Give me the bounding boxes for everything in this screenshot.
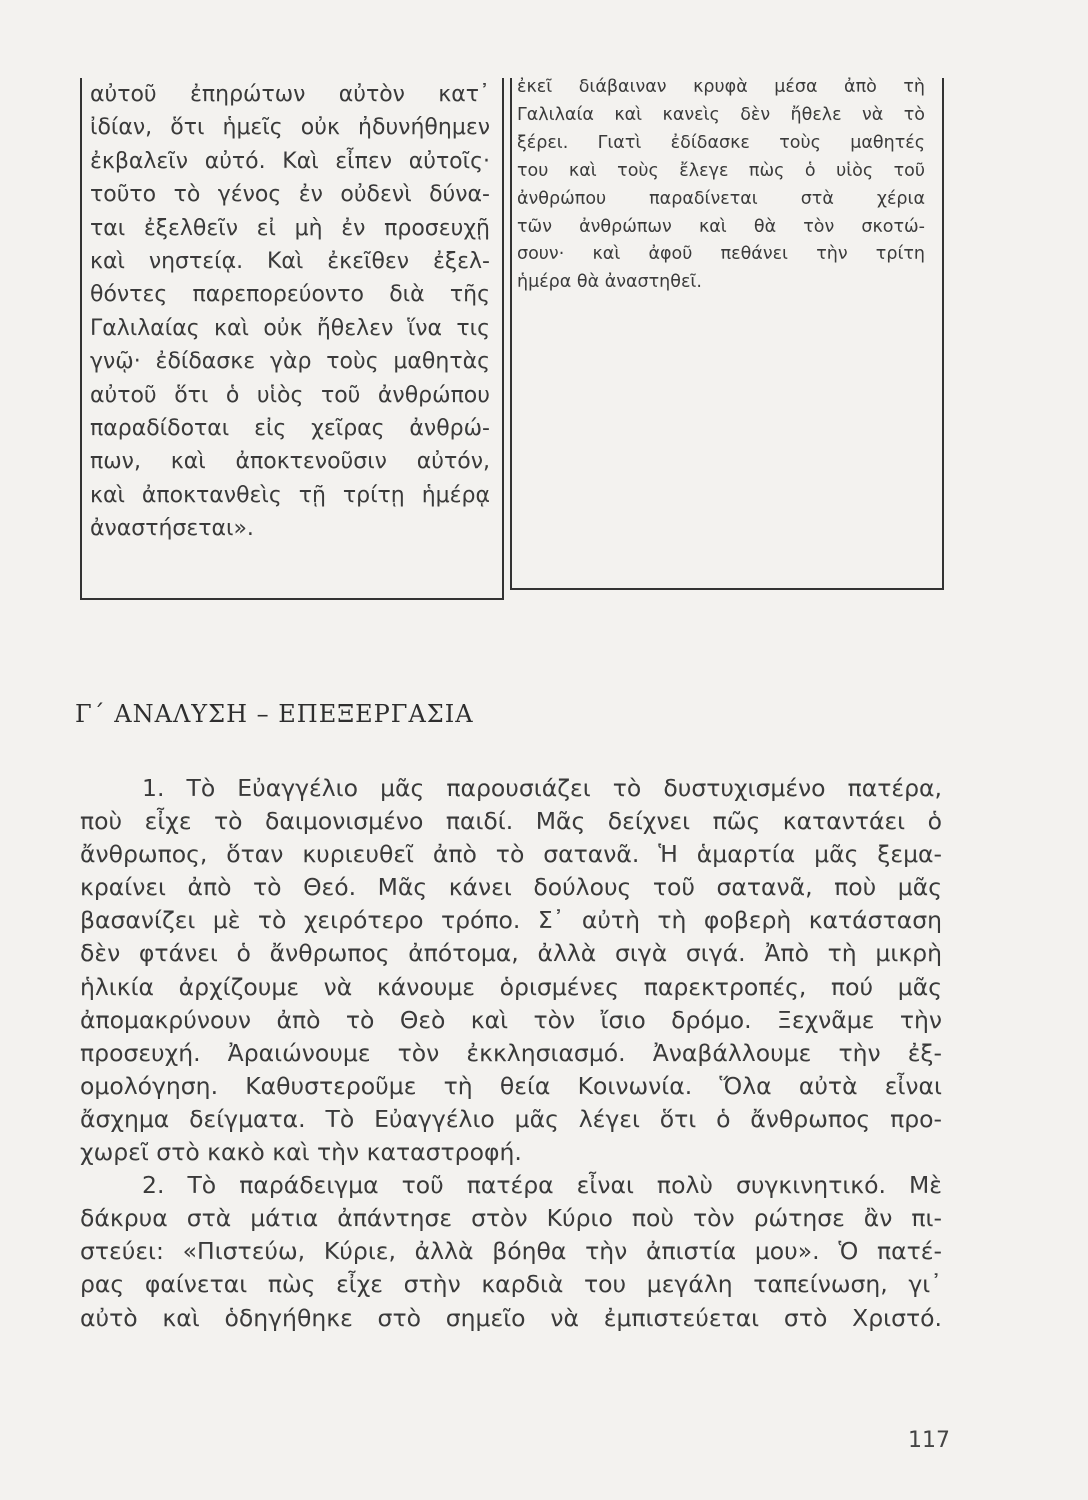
text-line: ται ἐξελθεῖν εἰ μὴ ἐν προσευχῇ bbox=[90, 215, 490, 241]
text-line: τῶν ἀνθρώπων καὶ θὰ τὸν σκοτώ- bbox=[517, 216, 925, 237]
text-line: παραδίδοται εἰς χεῖρας ἀνθρώ- bbox=[90, 416, 490, 442]
text-line: αὐτοῦ ὅτι ὁ υἱὸς τοῦ ἀνθρώπου bbox=[90, 382, 490, 408]
text-line: ἰδίαν, ὅτι ἡμεῖς οὐκ ἠδυνήθημεν bbox=[90, 115, 490, 141]
text-line: ἐκβαλεῖν αὐτό. Καὶ εἶπεν αὐτοῖς· bbox=[90, 148, 490, 174]
text-line: αὐτοῦ ἐπηρώτων αὐτὸν κατ᾽ bbox=[90, 82, 490, 107]
text-line: ομολόγηση. Καθυστεροῦμε τὴ θεία Κοινωνία. Ὅλα αὐτὰ εἶναι bbox=[80, 1071, 942, 1100]
text-line: ἄσχημα δείγματα. Τὸ Εὐαγγέλιο μᾶς λέγει ὅτι ὁ ἄνθρωπος προ- bbox=[80, 1104, 942, 1133]
text-line: αὐτὸ καὶ ὁδηγήθηκε στὸ σημεῖο νὰ ἐμπιστεύεται στὸ Χριστό. bbox=[80, 1303, 942, 1332]
text-line: βασανίζει μὲ τὸ χειρότερο τρόπο. Σ᾽ αὐτὴ τὴ φοβερὴ κατάσταση bbox=[80, 906, 942, 935]
text-line: 1. Τὸ Εὐαγγέλιο μᾶς παρουσιάζει τὸ δυστυχισμένο πατέρα, bbox=[142, 774, 942, 802]
text-line: ποὺ εἶχε τὸ δαιμονισμένο παιδί. Μᾶς δείχνει πῶς καταντάει ὁ bbox=[80, 807, 942, 836]
text-line: ξέρει. Γιατὶ ἐδίδασκε τοὺς μαθητές bbox=[517, 132, 925, 153]
text-line: στεύει: «Πιστεύω, Κύριε, ἀλλὰ βόηθα τὴν ἀπιστία μου». Ὁ πατέ- bbox=[80, 1237, 942, 1266]
text-line: Γαλιλαίας καὶ οὐκ ἤθελεν ἵνα τις bbox=[90, 315, 490, 341]
text-line: ἀπομακρύνουν ἀπὸ τὸ Θεὸ καὶ τὸν ἴσιο δρόμο. Ξεχνᾶμε τὴν bbox=[80, 1005, 942, 1034]
text-line: ἀνθρώπου παραδίνεται στὰ χέρια bbox=[517, 188, 925, 209]
text-line: ρας φαίνεται πὼς εἶχε στὴν καρδιὰ του μεγάλη ταπείνωση, γι᾽ bbox=[80, 1270, 942, 1299]
text-line: ἡλικία ἀρχίζουμε νὰ κάνουμε ὁρισμένες παρεκτροπές, πού μᾶς bbox=[80, 972, 942, 1001]
text-line: ἡμέρα θὰ ἀναστηθεῖ. bbox=[517, 272, 702, 293]
text-line: θόντες παρεπορεύοντο διὰ τῆς bbox=[90, 282, 490, 308]
modern-translation-column bbox=[517, 74, 925, 297]
text-line: 2. Τὸ παράδειγμα τοῦ πατέρα εἶναι πολὺ συγκινητικό. Μὲ bbox=[142, 1171, 942, 1200]
text-line: Γαλιλαία καὶ κανεὶς δὲν ἤθελε νὰ τὸ bbox=[517, 104, 925, 125]
section-heading: Γ΄ ΑΝΑΛΥΣΗ – ΕΠΕΞΕΡΓΑΣΙΑ bbox=[75, 700, 474, 728]
text-line: ἄνθρωπος, ὅταν κυριευθεῖ ἀπὸ τὸ σατανᾶ. Ἡ ἁμαρτία μᾶς ξεμα- bbox=[80, 840, 942, 869]
text-line: χωρεῖ στὸ κακὸ καὶ τὴν καταστροφή. bbox=[80, 1138, 522, 1167]
text-line: γνῷ· ἐδίδασκε γὰρ τοὺς μαθητὰς bbox=[90, 349, 490, 375]
text-line: καὶ ἀποκτανθεὶς τῇ τρίτῃ ἡμέρᾳ bbox=[90, 482, 490, 508]
text-line: κραίνει ἀπὸ τὸ Θεό. Μᾶς κάνει δούλους τοῦ σατανᾶ, ποὺ μᾶς bbox=[80, 873, 942, 902]
text-line: καὶ νηστείᾳ. Καὶ ἐκεῖθεν ἐξελ- bbox=[90, 249, 490, 275]
text-line: πων, καὶ ἀποκτενοῦσιν αὐτόν, bbox=[90, 449, 490, 475]
analysis-body bbox=[80, 772, 942, 1335]
text-line: ἀναστήσεται». bbox=[90, 516, 254, 542]
text-line: δὲν φτάνει ὁ ἄνθρωπος ἀπότομα, ἀλλὰ σιγὰ σιγά. Ἀπὸ τὴ μικρὴ bbox=[80, 939, 942, 968]
ancient-text-column bbox=[90, 78, 490, 546]
text-line: του καὶ τοὺς ἔλεγε πὼς ὁ υἱὸς τοῦ bbox=[517, 160, 925, 181]
text-line: τοῦτο τὸ γένος ἐν οὐδενὶ δύνα- bbox=[90, 182, 490, 208]
text-line: προσευχή. Ἀραιώνουμε τὸν ἐκκλησιασμό. Ἀναβάλλουμε τὴν ἐξ- bbox=[80, 1038, 942, 1067]
text-line: δάκρυα στὰ μάτια ἀπάντησε στὸν Κύριο ποὺ τὸν ρώτησε ἂν πι- bbox=[80, 1204, 942, 1233]
text-line: ἐκεῖ διάβαιναν κρυφὰ μέσα ἀπὸ τὴ bbox=[517, 77, 925, 97]
page-number: 117 bbox=[908, 1428, 950, 1453]
text-line: σουν· καὶ ἀφοῦ πεθάνει τὴν τρίτη bbox=[517, 244, 925, 265]
